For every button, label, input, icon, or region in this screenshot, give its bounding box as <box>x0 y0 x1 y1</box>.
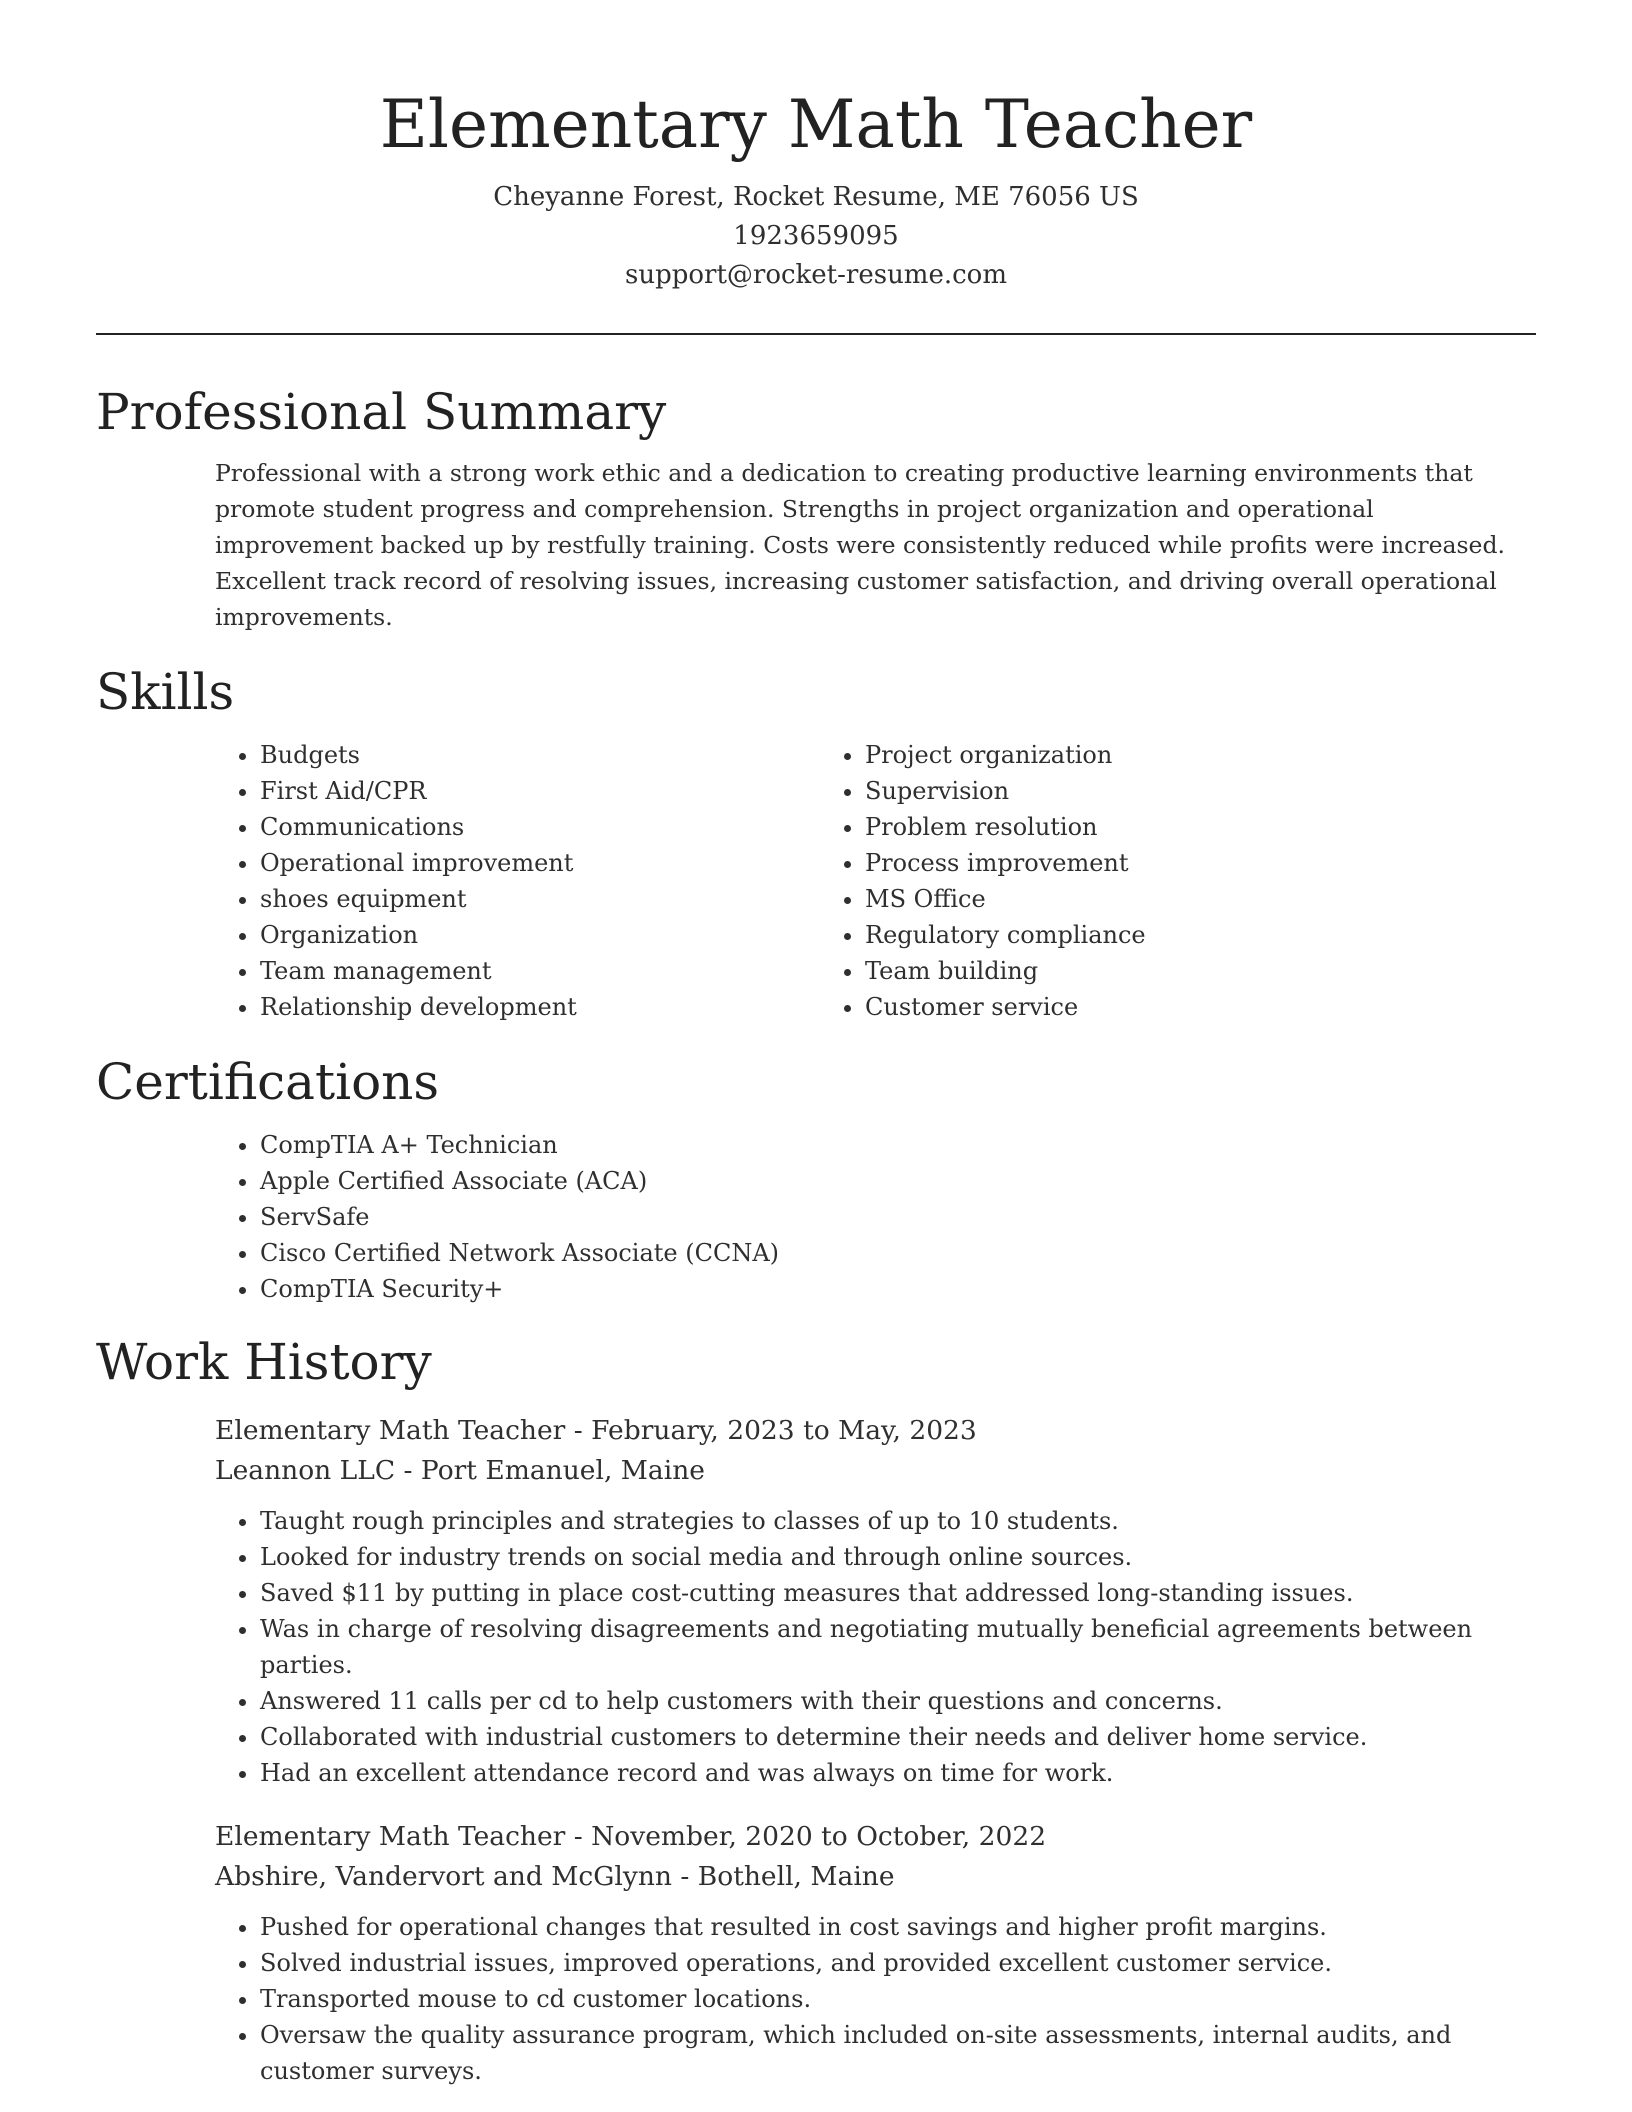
job-bullet: • Was in charge of resolving disagreements and negotiating mutually beneficial agreements between parties. <box>260 1611 1536 1683</box>
job-bullet: • Looked for industry trends on social media and through online sources. <box>260 1539 1536 1575</box>
skill-item: • First Aid/CPR <box>260 773 820 809</box>
skills-heading: Skills <box>96 663 235 721</box>
resume-header <box>96 80 1536 295</box>
skill-item: • Operational improvement <box>260 845 820 881</box>
skills-column-right <box>820 737 1440 1025</box>
skills-list-left <box>215 737 820 1025</box>
skill-item: • Team management <box>260 953 820 989</box>
job-title-line: Elementary Math Teacher - February, 2023 to May, 2023 <box>215 1415 977 1446</box>
skill-item: • MS Office <box>865 881 1440 917</box>
certifications-heading: Certifications <box>96 1053 440 1111</box>
skill-item: • Team building <box>865 953 1440 989</box>
job-title-line: Elementary Math Teacher - November, 2020 to October, 2022 <box>215 1821 1047 1852</box>
job-company-line: Abshire, Vandervort and McGlynn - Bothell, Maine <box>215 1861 895 1892</box>
certification-item: • Apple Certified Associate (ACA) <box>260 1163 1536 1199</box>
summary-section <box>96 379 1536 635</box>
resume-name: Elementary Math Teacher <box>379 86 1253 163</box>
job-bullet: • Had an excellent attendance record and was always on time for work. <box>260 1755 1536 1791</box>
skills-columns <box>215 737 1536 1025</box>
skill-item: • Communications <box>260 809 820 845</box>
skills-column-left <box>215 737 820 1025</box>
job-company-line: Leannon LLC - Port Emanuel, Maine <box>215 1455 705 1486</box>
certifications-section <box>96 1049 1536 1307</box>
work-history-heading: Work History <box>96 1333 432 1391</box>
job-bullet: • Solved industrial issues, improved operations, and provided excellent customer service. <box>260 1945 1536 1981</box>
skills-list-right <box>820 737 1440 1025</box>
skill-item: • Supervision <box>865 773 1440 809</box>
contact-email: support@rocket-resume.com <box>624 260 1007 290</box>
job-bullet: • Oversaw the quality assurance program, which included on-site assessments, internal audits, and customer surveys. <box>260 2017 1536 2089</box>
certifications-list <box>215 1127 1536 1307</box>
job-entry <box>215 1817 1536 2089</box>
skill-item: • Organization <box>260 917 820 953</box>
job-bullet: • Transported mouse to cd customer locations. <box>260 1981 1536 2017</box>
job-bullet: • Pushed for operational changes that resulted in cost savings and higher profit margins. <box>260 1909 1536 1945</box>
skill-item: • Process improvement <box>865 845 1440 881</box>
job-bullet: • Taught rough principles and strategies to classes of up to 10 students. <box>260 1503 1536 1539</box>
contact-address: Cheyanne Forest, Rocket Resume, ME 76056 US <box>493 182 1139 212</box>
summary-text: Professional with a strong work ethic and a dedication to creating productive learning environments that promote student progress and comprehension. Strengths in project organization and operational improvement backed up by restfully training. Costs were consistently reduced while profits were increased. Excellent track record of resolving issues, increasing customer satisfaction, and driving overall operational improvements. <box>215 459 1505 631</box>
job-bullets <box>215 1503 1536 1791</box>
summary-heading: Professional Summary <box>96 383 667 441</box>
skills-section <box>96 659 1536 1025</box>
certification-item: • CompTIA Security+ <box>260 1271 1536 1307</box>
skill-item: • shoes equipment <box>260 881 820 917</box>
skill-item: • Budgets <box>260 737 820 773</box>
skill-item: • Customer service <box>865 989 1440 1025</box>
job-bullet: • Saved $11 by putting in place cost-cutting measures that addressed long-standing issues. <box>260 1575 1536 1611</box>
skill-item: • Project organization <box>865 737 1440 773</box>
skill-item: • Regulatory compliance <box>865 917 1440 953</box>
certification-item: • CompTIA A+ Technician <box>260 1127 1536 1163</box>
work-history-section <box>96 1329 1536 2089</box>
skill-item: • Relationship development <box>260 989 820 1025</box>
skill-item: • Problem resolution <box>865 809 1440 845</box>
contact-phone: 1923659095 <box>733 221 899 251</box>
contact-block <box>96 178 1536 295</box>
job-entry <box>215 1411 1536 1791</box>
job-bullet: • Collaborated with industrial customers to determine their needs and deliver home service. <box>260 1719 1536 1755</box>
certification-item: • Cisco Certified Network Associate (CCNA) <box>260 1235 1536 1271</box>
job-bullets <box>215 1909 1536 2089</box>
job-bullet: • Answered 11 calls per cd to help customers with their questions and concerns. <box>260 1683 1536 1719</box>
header-divider <box>96 333 1536 335</box>
certification-item: • ServSafe <box>260 1199 1536 1235</box>
